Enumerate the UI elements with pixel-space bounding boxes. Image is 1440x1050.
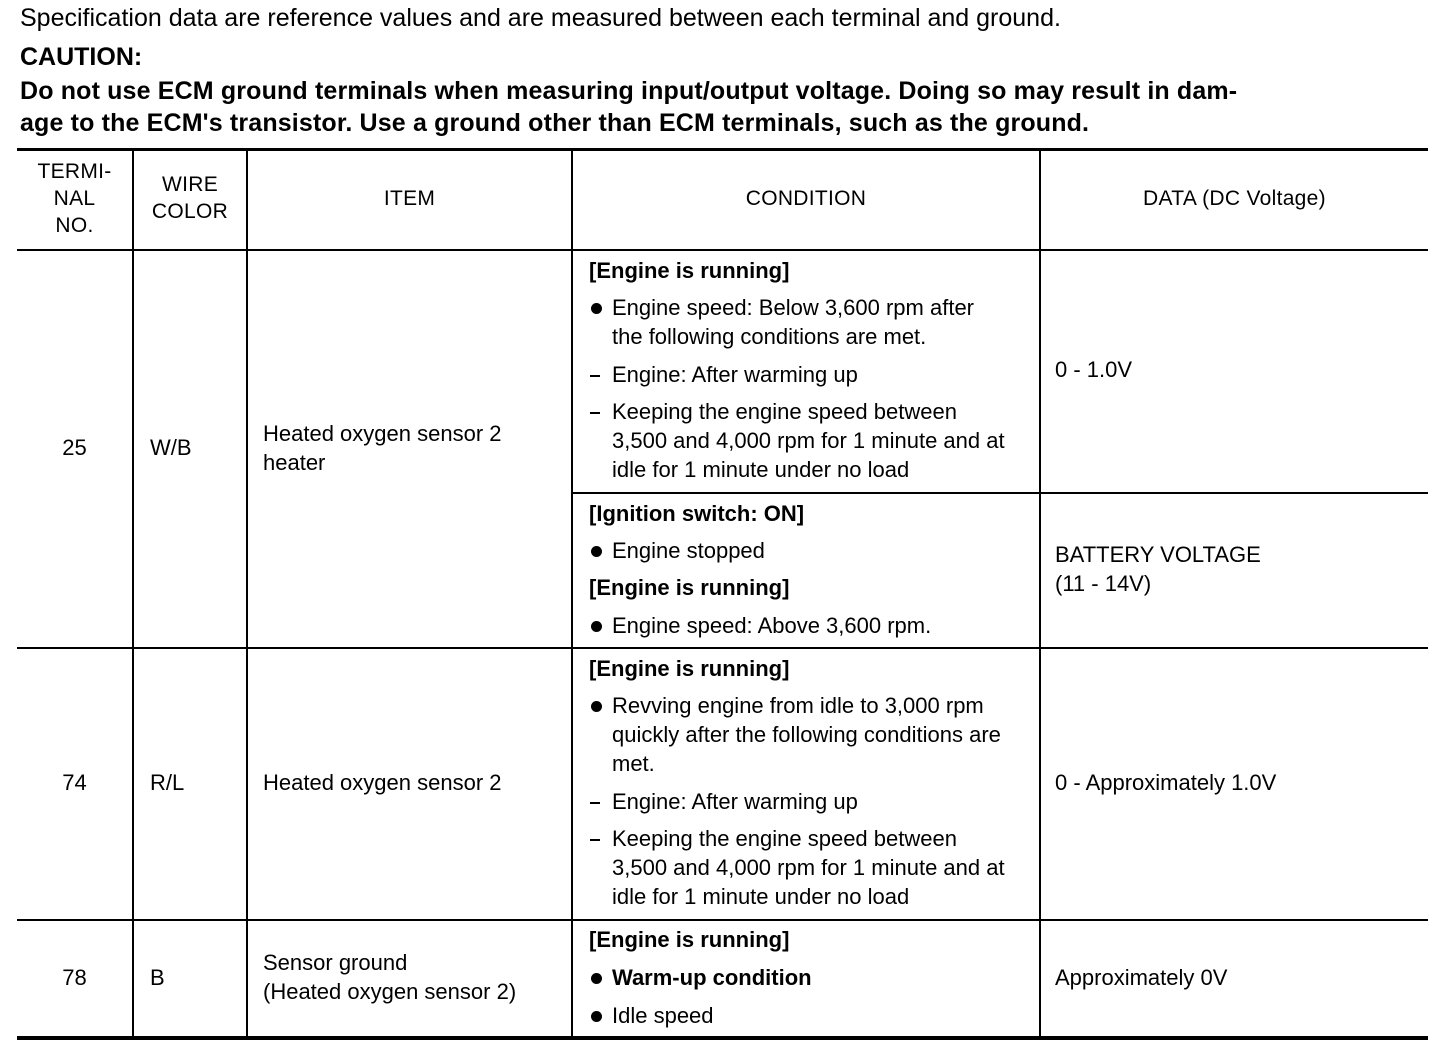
caution-title: CAUTION: bbox=[20, 43, 143, 71]
condition-dash-item bbox=[589, 824, 1005, 911]
condition-bullet-item bbox=[589, 1001, 714, 1030]
wire-color: B bbox=[150, 965, 165, 990]
condition-line: quickly after the following conditions are bbox=[612, 722, 1001, 747]
table-top-rule bbox=[17, 148, 1428, 151]
column-divider bbox=[132, 150, 134, 1038]
header-item: ITEM bbox=[383, 187, 436, 210]
condition-heading: [Engine is running] bbox=[589, 258, 790, 283]
condition-heading: [Engine is running] bbox=[589, 575, 790, 600]
wire-color: W/B bbox=[150, 435, 192, 460]
condition-bullet-item bbox=[589, 963, 812, 992]
item-line: (Heated oxygen sensor 2) bbox=[263, 979, 517, 1004]
item-name bbox=[263, 948, 516, 1006]
terminal-no: 25 bbox=[62, 435, 87, 460]
row-divider bbox=[17, 919, 1428, 921]
condition-line: Keeping the engine speed between bbox=[612, 826, 957, 851]
condition-line: 3,500 and 4,000 rpm for 1 minute and at bbox=[612, 855, 1005, 880]
data-value: 0 - 1.0V bbox=[1055, 357, 1133, 382]
header-data: DATA (DC Voltage) bbox=[1143, 187, 1326, 210]
condition-dash-item bbox=[589, 360, 858, 389]
header-wire-color bbox=[134, 171, 246, 225]
table-bottom-rule bbox=[17, 1036, 1428, 1040]
condition-line: Engine: After warming up bbox=[612, 789, 858, 814]
condition-line: Keeping the engine speed between bbox=[612, 399, 957, 424]
column-divider bbox=[246, 150, 248, 1038]
item-line: Heated oxygen sensor 2 bbox=[263, 421, 502, 446]
condition-line: idle for 1 minute under no load bbox=[612, 457, 910, 482]
intro-text: Specification data are reference values and are measured between each terminal and ground. bbox=[20, 4, 1061, 32]
header-terminal-no bbox=[17, 158, 132, 239]
header-bottom-rule bbox=[17, 249, 1428, 251]
item-name bbox=[263, 768, 502, 797]
condition-bullet-item bbox=[589, 536, 765, 565]
data-value: 0 - Approximately 1.0V bbox=[1055, 770, 1277, 795]
item-line: heater bbox=[263, 450, 326, 475]
condition-line: 3,500 and 4,000 rpm for 1 minute and at bbox=[612, 428, 1005, 453]
condition-dash-item bbox=[589, 787, 858, 816]
wire-color: R/L bbox=[150, 770, 185, 795]
condition-line: Engine speed: Above 3,600 rpm. bbox=[612, 613, 932, 638]
header-terminal-line: TERMI- bbox=[37, 160, 112, 183]
header-wire-line: WIRE bbox=[161, 173, 219, 196]
column-divider bbox=[571, 150, 573, 1038]
caution-text-line-1: Do not use ECM ground terminals when measuring input/output voltage. Doing so may result in dam- bbox=[20, 77, 1238, 105]
terminal-no: 78 bbox=[62, 965, 87, 990]
header-terminal-line: NAL bbox=[53, 187, 96, 210]
condition-line: Engine: After warming up bbox=[612, 362, 858, 387]
header-condition: CONDITION bbox=[745, 187, 867, 210]
data-value bbox=[1055, 540, 1261, 598]
condition-bullet-item bbox=[589, 611, 931, 640]
condition-line: the following conditions are met. bbox=[612, 324, 927, 349]
header-wire-line: COLOR bbox=[151, 200, 229, 223]
terminal-no: 74 bbox=[62, 770, 87, 795]
condition-divider bbox=[572, 492, 1428, 494]
data-line: (11 - 14V) bbox=[1055, 571, 1152, 596]
item-line: Sensor ground bbox=[263, 950, 408, 975]
condition-line: Idle speed bbox=[612, 1003, 714, 1028]
condition-line: Engine speed: Below 3,600 rpm after bbox=[612, 295, 975, 320]
condition-heading: [Engine is running] bbox=[589, 656, 790, 681]
condition-line: Warm-up condition bbox=[612, 965, 812, 990]
condition-line: met. bbox=[612, 751, 655, 776]
condition-heading: [Ignition switch: ON] bbox=[589, 501, 805, 526]
row-divider bbox=[17, 647, 1428, 649]
condition-heading: [Engine is running] bbox=[589, 927, 790, 952]
condition-dash-item bbox=[589, 397, 1005, 484]
data-value: Approximately 0V bbox=[1055, 965, 1228, 990]
data-line: BATTERY VOLTAGE bbox=[1055, 542, 1261, 567]
condition-line: idle for 1 minute under no load bbox=[612, 884, 910, 909]
header-terminal-line: NO. bbox=[55, 214, 94, 237]
caution-text-line-2: age to the ECM's transistor. Use a ground other than ECM terminals, such as the ground. bbox=[20, 109, 1090, 137]
condition-line: Engine stopped bbox=[612, 538, 765, 563]
condition-bullet-item bbox=[589, 691, 1001, 778]
condition-bullet-item bbox=[589, 293, 974, 351]
item-line: Heated oxygen sensor 2 bbox=[263, 770, 502, 795]
column-divider bbox=[1039, 150, 1041, 1038]
item-name bbox=[263, 419, 502, 477]
condition-line: Revving engine from idle to 3,000 rpm bbox=[612, 693, 984, 718]
